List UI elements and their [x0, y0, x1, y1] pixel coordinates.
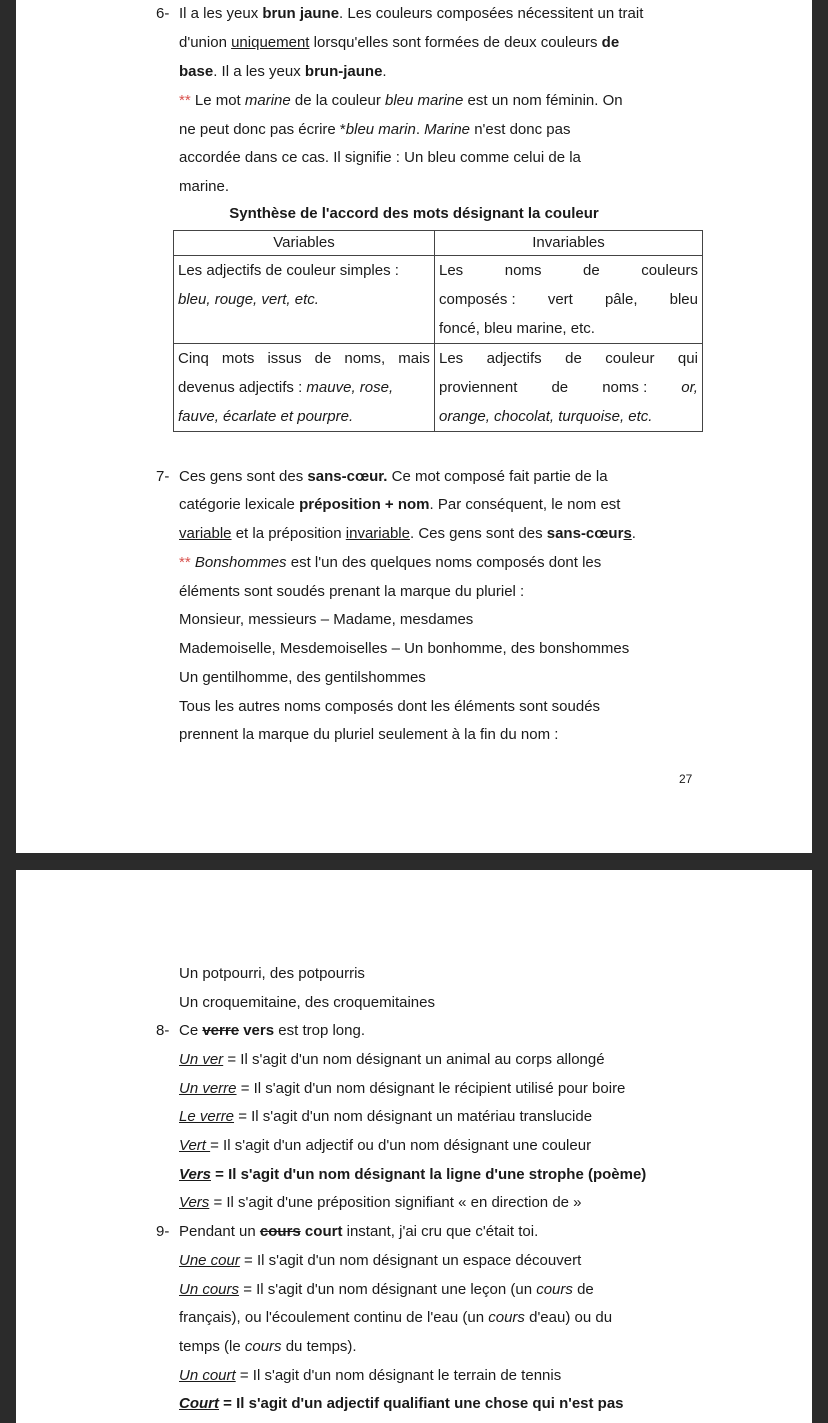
cell-text: foncé, bleu marine, etc. [439, 320, 595, 337]
item-6-line-2: d'union uniquement lorsqu'elles sont formées de deux couleurs de [179, 34, 620, 51]
cell-invariables-2 [435, 344, 703, 432]
definition-un-court: Un court = Il s'agit d'un nom désignant le terrain de tennis [179, 1367, 562, 1384]
definition-vert: Vert = Il s'agit d'un adjectif ou d'un nom désignant une couleur [179, 1137, 592, 1154]
item-number-9: 9- [156, 1223, 170, 1240]
item-7-note-line-1: ** Bonshommes est l'un des quelques noms composés dont les [179, 554, 602, 571]
example-line-1: Un potpourri, des potpourris [179, 965, 365, 982]
document-page-28 [16, 870, 812, 1423]
cell-variables-2 [174, 344, 435, 432]
definition-vers-preposition: Vers = Il s'agit d'une préposition signifiant « en direction de » [179, 1194, 582, 1211]
item-7-note-line-2: éléments sont soudés prenant la marque du pluriel : [179, 583, 525, 600]
table-title: Synthèse de l'accord des mots désignant la couleur [229, 205, 599, 222]
item-7-note-line-3: Monsieur, messieurs – Madame, mesdames [179, 611, 474, 628]
cell-text: Cinq mots issus de noms, mais [178, 350, 430, 367]
item-6-line-1: Il a les yeux brun jaune. Les couleurs composées nécessitent un trait [179, 5, 644, 22]
table-row [174, 344, 703, 432]
cell-text: Les adjectifs de couleur qui [439, 350, 698, 367]
definition-court-adjective: Court = Il s'agit d'un adjectif qualifiant une chose qui n'est pas [179, 1395, 624, 1412]
example-line-2: Un croquemitaine, des croquemitaines [179, 994, 435, 1011]
item-7-note-line-6: Tous les autres noms composés dont les éléments sont soudés [179, 698, 601, 715]
item-6-note-line-1: ** Le mot marine de la couleur bleu marine est un nom féminin. On [179, 92, 623, 109]
item-number-7: 7- [156, 468, 170, 485]
table-header-row [174, 231, 703, 256]
item-7-line-1: Ces gens sont des sans-cœur. Ce mot composé fait partie de la [179, 468, 608, 485]
header-variables: Variables [174, 231, 435, 256]
page-number: 27 [679, 772, 693, 786]
item-6-note-line-2: ne peut donc pas écrire *bleu marin. Marine n'est donc pas [179, 121, 571, 138]
cell-invariables-1 [435, 256, 703, 344]
definition-ver: Un ver = Il s'agit d'un nom désignant un animal au corps allongé [179, 1051, 605, 1068]
item-7-note-line-5: Un gentilhomme, des gentilshommes [179, 669, 426, 686]
item-6-line-3: base. Il a les yeux brun-jaune. [179, 63, 387, 80]
cell-text: devenus adjectifs : mauve, rose, [178, 379, 394, 396]
definition-vers-noun: Vers = Il s'agit d'un nom désignant la ligne d'une strophe (poème) [179, 1166, 647, 1183]
item-6-note-line-3: accordée dans ce cas. Il signifie : Un bleu comme celui de la [179, 149, 581, 166]
cell-text: proviennent de noms : or, [439, 379, 698, 396]
definition-le-verre: Le verre = Il s'agit d'un nom désignant un matériau translucide [179, 1108, 593, 1125]
definition-un-cours-line-1: Un cours = Il s'agit d'un nom désignant une leçon (un cours de [179, 1281, 594, 1298]
item-7-line-3: variable et la préposition invariable. Ces gens sont des sans-cœurs. [179, 525, 636, 542]
cell-variables-1 [174, 256, 435, 344]
item-number-6: 6- [156, 5, 170, 22]
header-invariables: Invariables [435, 231, 703, 256]
item-6-note-line-4: marine. [179, 178, 230, 195]
color-agreement-table [173, 230, 703, 432]
item-9-sentence: Pendant un cours court instant, j'ai cru que c'était toi. [179, 1223, 539, 1240]
cell-text: composés : vert pâle, bleu [439, 291, 698, 308]
definition-un-cours-line-2: français), ou l'écoulement continu de l'eau (un cours d'eau) ou du [179, 1309, 613, 1326]
item-7-note-line-4: Mademoiselle, Mesdemoiselles – Un bonhomme, des bonshommes [179, 640, 630, 657]
cell-text: Les noms de couleurs [439, 262, 698, 279]
item-8-sentence: Ce verre vers est trop long. [179, 1022, 365, 1039]
definition-une-cour: Une cour = Il s'agit d'un nom désignant un espace découvert [179, 1252, 582, 1269]
cell-text: orange, chocolat, turquoise, etc. [439, 408, 653, 425]
cell-text: Les adjectifs de couleur simples : [178, 262, 399, 279]
definition-un-verre: Un verre = Il s'agit d'un nom désignant le récipient utilisé pour boire [179, 1080, 626, 1097]
item-7-line-2: catégorie lexicale préposition + nom. Par conséquent, le nom est [179, 496, 621, 513]
cell-text: bleu, rouge, vert, etc. [178, 291, 319, 308]
item-7-note-line-7: prennent la marque du pluriel seulement à la fin du nom : [179, 726, 559, 743]
cell-text: fauve, écarlate et pourpre. [178, 408, 354, 425]
item-number-8: 8- [156, 1022, 170, 1039]
document-page-27 [16, 0, 812, 853]
definition-un-cours-line-3: temps (le cours du temps). [179, 1338, 357, 1355]
table-row [174, 256, 703, 344]
